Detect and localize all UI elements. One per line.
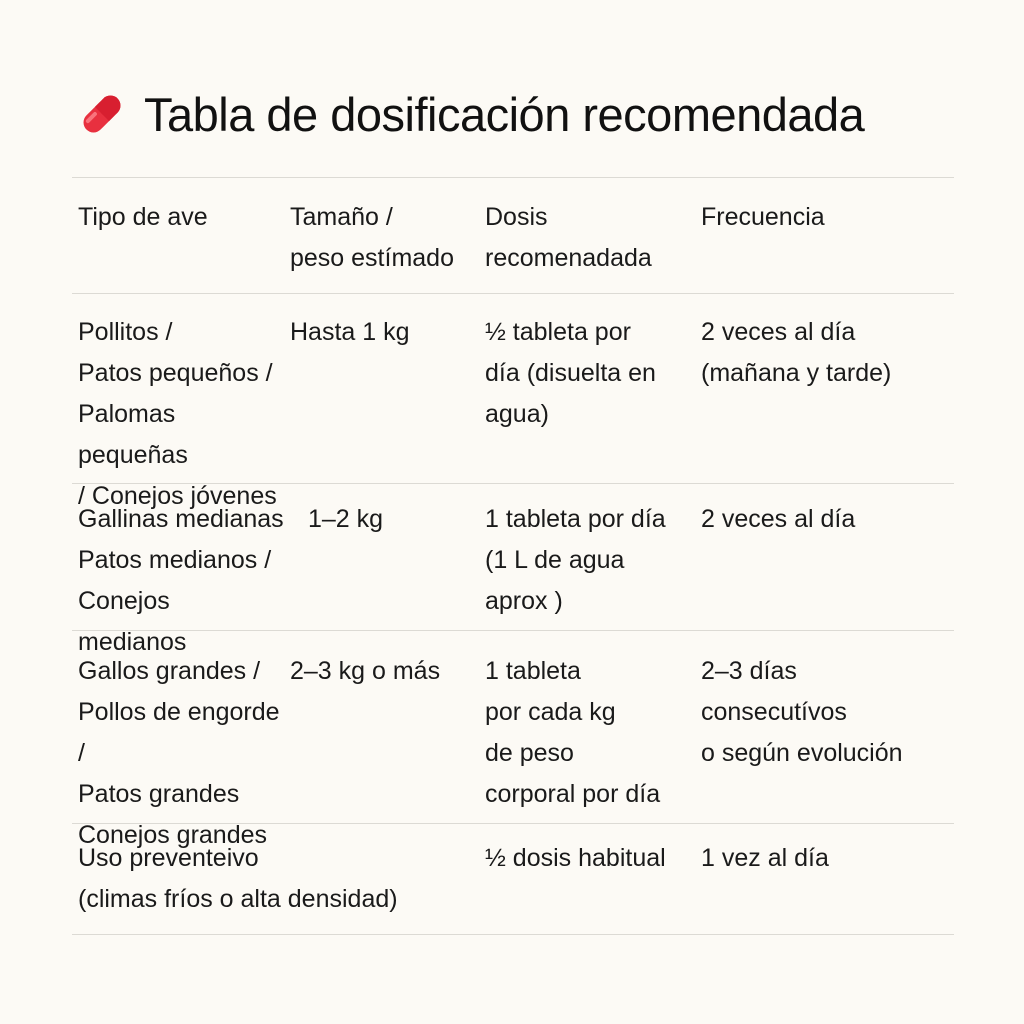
cell-bird-type: Uso preventeivo (climas fríos o alta densidad) xyxy=(78,844,398,913)
dosage-table xyxy=(72,177,954,935)
table-row xyxy=(72,484,954,656)
header-frequency: Frecuencia xyxy=(701,203,825,231)
cell-bird-type: Gallos grandes / Pollos de engorde / Patos grandes Conejos grandes xyxy=(78,657,280,849)
table-row xyxy=(72,294,954,510)
cell-frequency: 2 veces al día (mañana y tarde) xyxy=(701,318,892,387)
cell-dose: ½ dosis habitual xyxy=(485,844,666,872)
cell-frequency: 2 veces al día xyxy=(701,505,856,533)
table-row xyxy=(72,631,954,849)
cell-size-weight: 1–2 kg xyxy=(308,505,384,533)
table-row xyxy=(72,824,954,935)
cell-dose: 1 tableta por día (1 L de agua aprox ) xyxy=(485,505,666,615)
cell-bird-type: Pollitos / Patos pequeños / Palomas pequeñas / Conejos jóvenes xyxy=(78,318,277,510)
cell-size-weight: Hasta 1 kg xyxy=(290,318,410,346)
page-title: Tabla de dosificación recomendada xyxy=(144,87,865,141)
header-dose: Dosis recomenadada xyxy=(485,203,652,272)
cell-size-weight: 2–3 kg o más xyxy=(290,657,441,685)
cell-dose: ½ tableta por día (disuelta en agua) xyxy=(485,318,656,428)
table-header-row xyxy=(72,178,954,294)
cell-frequency: 2–3 días consecutívos o según evolución xyxy=(701,657,903,767)
cell-dose: 1 tableta por cada kg de peso corporal por día xyxy=(485,657,661,808)
header xyxy=(78,87,865,141)
cell-frequency: 1 vez al día xyxy=(701,844,829,872)
header-size-weight: Tamaño / peso estímado xyxy=(290,203,454,272)
pill-icon xyxy=(78,90,126,138)
header-bird-type: Tipo de ave xyxy=(78,203,208,231)
cell-bird-type: Gallinas medianas Patos medianos / Conejos medianos xyxy=(78,505,284,656)
